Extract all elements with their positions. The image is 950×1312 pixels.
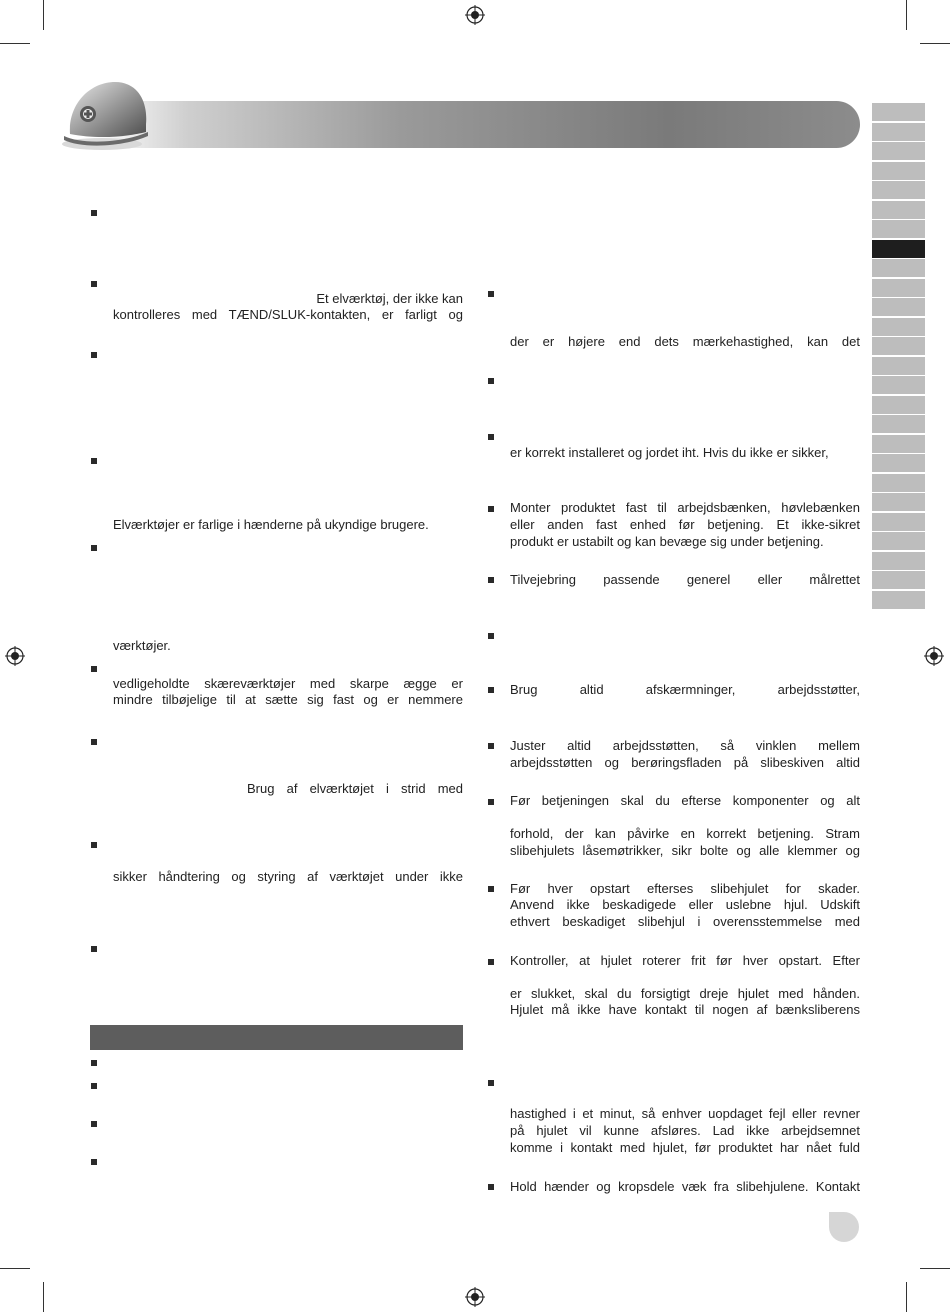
paragraph-line: produkt er ustabilt og kan bevæge sig under betjening. <box>510 534 824 549</box>
bullet-icon <box>488 799 494 805</box>
registration-mark-icon <box>465 5 485 25</box>
crop-mark <box>43 1282 44 1312</box>
side-tab <box>872 474 925 492</box>
side-tab <box>872 493 925 511</box>
paragraph-line: er korrekt installeret og jordet iht. Hvis du ikke er sikker, <box>510 445 829 460</box>
side-tab <box>872 396 925 414</box>
registration-mark-icon <box>465 1287 485 1307</box>
bullet-icon <box>91 458 97 464</box>
paragraph-line: slibehjulets låsemøtrikker, sikr bolte og alle klemmer og <box>510 843 860 858</box>
side-tab <box>872 103 925 121</box>
paragraph-line: Brug af elværktøjet i strid med <box>247 781 463 796</box>
paragraph-line: Et elværktøj, der ikke kan <box>316 291 463 306</box>
bullet-icon <box>488 1080 494 1086</box>
paragraph-line: Anvend ikke beskadigede eller uslebne hjul. Udskift <box>510 897 860 912</box>
bullet-icon <box>91 842 97 848</box>
side-tab <box>872 337 925 355</box>
paragraph-line: arbejdsstøtten og berøringsfladen på slibeskiven altid <box>510 755 860 770</box>
crop-mark <box>920 43 950 44</box>
bullet-icon <box>488 633 494 639</box>
paragraph-line: Brug altid afskærmninger, arbejdsstøtter, <box>510 682 860 697</box>
paragraph-line: Hold hænder og kropsdele væk fra slibehjulene. Kontakt <box>510 1179 860 1194</box>
crop-mark <box>906 0 907 30</box>
bullet-icon <box>91 281 97 287</box>
bullet-icon <box>488 577 494 583</box>
paragraph-line: vedligeholdte skæreværktøjer med skarpe ægge er <box>113 676 463 691</box>
paragraph-line: Tilvejebring passende generel eller målrettet <box>510 572 860 587</box>
bullet-icon <box>91 739 97 745</box>
registration-mark-icon <box>924 646 944 666</box>
registration-mark-icon <box>5 646 25 666</box>
side-tab <box>872 318 925 336</box>
side-tab <box>872 552 925 570</box>
bullet-icon <box>488 1184 494 1190</box>
side-tab <box>872 123 925 141</box>
crop-mark <box>906 1282 907 1312</box>
paragraph-line: kontrolleres med TÆND/SLUK-kontakten, er farligt og <box>113 307 463 322</box>
paragraph-line: er slukket, skal du forsigtigt dreje hjulet med hånden. <box>510 986 860 1001</box>
subsection-header-bar <box>90 1025 463 1050</box>
bullet-icon <box>91 1083 97 1089</box>
bullet-icon <box>91 946 97 952</box>
side-tab <box>872 201 925 219</box>
paragraph-line: komme i kontakt med hjulet, før produktet har nået fuld <box>510 1140 860 1155</box>
page-number-badge <box>829 1212 859 1242</box>
language-tab-strip <box>872 103 925 610</box>
paragraph-line: der er højere end dets mærkehastighed, kan det <box>510 334 860 349</box>
crop-mark <box>920 1268 950 1269</box>
bullet-icon <box>91 1060 97 1066</box>
paragraph-line: Monter produktet fast til arbejdsbænken, høvlebænken <box>510 500 860 515</box>
side-tab <box>872 298 925 316</box>
bullet-icon <box>488 378 494 384</box>
side-tab <box>872 220 925 238</box>
paragraph-line: Hjulet må ikke have kontakt til nogen af bænksliberens <box>510 1002 860 1017</box>
bullet-icon <box>488 687 494 693</box>
paragraph-line: Elværktøjer er farlige i hænderne på ukyndige brugere. <box>113 517 429 532</box>
paragraph-line: eller anden fast enhed før betjening. Et ikke-sikret <box>510 517 860 532</box>
side-tab <box>872 162 925 180</box>
paragraph-line: Før hver opstart efterses slibehjulet for skader. <box>510 881 860 896</box>
side-tab <box>872 357 925 375</box>
bullet-icon <box>91 1121 97 1127</box>
paragraph-line: hastighed i et minut, så enhver uopdaget fejl eller revner <box>510 1106 860 1121</box>
paragraph-line: Før betjeningen skal du efterse komponenter og alt <box>510 793 860 808</box>
crop-mark <box>43 0 44 30</box>
side-tab <box>872 513 925 531</box>
bullet-icon <box>91 666 97 672</box>
bullet-icon <box>91 1159 97 1165</box>
side-tab <box>872 181 925 199</box>
bullet-icon <box>488 506 494 512</box>
paragraph-line: ethvert beskadiget slibehjul i overensstemmelse med <box>510 914 860 929</box>
crop-mark <box>0 43 30 44</box>
bullet-icon <box>91 210 97 216</box>
paragraph-line: på hjulet vil kunne afsløres. Lad ikke arbejdsemnet <box>510 1123 860 1138</box>
bullet-icon <box>91 352 97 358</box>
bullet-icon <box>488 743 494 749</box>
paragraph-line: Kontroller, at hjulet roterer frit før hver opstart. Efter <box>510 953 860 968</box>
paragraph-line: sikker håndtering og styring af værktøjet under ikke <box>113 869 463 884</box>
safety-helmet-icon <box>60 74 152 152</box>
side-tab <box>872 571 925 589</box>
bullet-icon <box>488 291 494 297</box>
paragraph-line: værktøjer. <box>113 638 171 653</box>
side-tab <box>872 376 925 394</box>
side-tab <box>872 591 925 609</box>
section-header-bar <box>95 101 860 148</box>
bullet-icon <box>488 959 494 965</box>
side-tab <box>872 259 925 277</box>
bullet-icon <box>488 434 494 440</box>
side-tab <box>872 435 925 453</box>
side-tab <box>872 415 925 433</box>
bullet-icon <box>488 886 494 892</box>
side-tab-active <box>872 240 925 258</box>
side-tab <box>872 454 925 472</box>
side-tab <box>872 279 925 297</box>
side-tab <box>872 142 925 160</box>
paragraph-line: mindre tilbøjelige til at sætte sig fast og er nemmere <box>113 692 463 707</box>
crop-mark <box>0 1268 30 1269</box>
paragraph-line: Juster altid arbejdsstøtten, så vinklen mellem <box>510 738 860 753</box>
bullet-icon <box>91 545 97 551</box>
side-tab <box>872 532 925 550</box>
paragraph-line: forhold, der kan påvirke en korrekt betjening. Stram <box>510 826 860 841</box>
